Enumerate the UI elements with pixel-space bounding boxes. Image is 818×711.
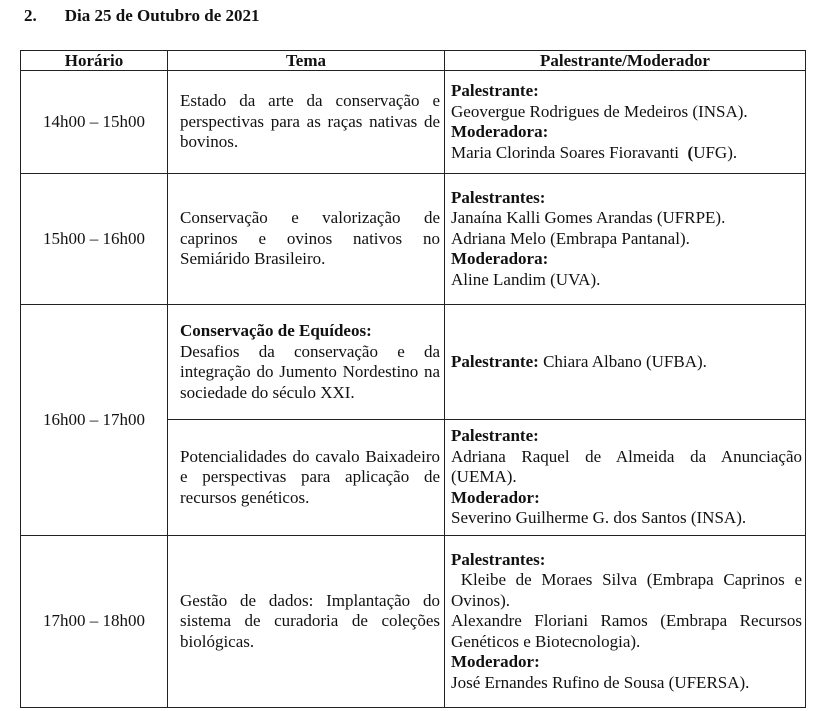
topic-cell bbox=[168, 305, 445, 420]
speaker-name bbox=[451, 570, 802, 611]
moderator-affiliation: UFG). bbox=[693, 142, 738, 162]
speaker-name: Adriana Raquel de Almeida da Anunciação (UEMA). bbox=[451, 446, 802, 487]
moderator-label: Moderador: bbox=[451, 652, 540, 672]
speaker-label: Palestrante: bbox=[451, 81, 539, 100]
moderator-name: Aline Landim (UVA). bbox=[451, 269, 601, 289]
time-cell: 17h00 – 18h00 bbox=[21, 536, 168, 708]
topic-text: Desafios da conservação e da integração do Jumento Nordestino na sociedade do século XXI. bbox=[180, 341, 440, 402]
moderator-name: Maria Clorinda Soares Fioravanti bbox=[451, 142, 680, 162]
table-row bbox=[21, 536, 806, 708]
topic-cell: Potencialidades do cavalo Baixadeiro e perspectivas para aplicação de recursos genéticos. bbox=[168, 420, 445, 536]
topic-cell: Gestão de dados: Implantação do sistema de curadoria de coleções biológicas. bbox=[168, 536, 445, 708]
speakers-cell bbox=[445, 305, 806, 420]
speakers-cell bbox=[445, 420, 806, 536]
section-heading bbox=[24, 6, 260, 26]
moderator-label: Moderadora: bbox=[451, 249, 549, 269]
speaker-label: Palestrantes: bbox=[451, 549, 546, 569]
time-cell: 15h00 – 16h00 bbox=[21, 174, 168, 305]
moderator-label: Moderador: bbox=[451, 487, 540, 507]
speakers-cell bbox=[445, 71, 806, 174]
table-row bbox=[21, 305, 806, 420]
moderator-paren: ( bbox=[687, 142, 694, 162]
moderator-name: José Ernandes Rufino de Sousa (UFERSA). bbox=[451, 672, 750, 692]
time-cell: 16h00 – 17h00 bbox=[21, 305, 168, 536]
table-header-row bbox=[21, 51, 806, 71]
moderator-label: Moderadora: bbox=[451, 122, 549, 141]
header-topic: Tema bbox=[168, 51, 445, 71]
section-number: 2. bbox=[24, 6, 37, 25]
speaker-label: Palestrantes: bbox=[451, 187, 546, 207]
table-row bbox=[21, 174, 806, 305]
moderator-line bbox=[451, 143, 802, 164]
speaker-name-text: Kleibe de Moraes Silva (Embrapa Caprinos e Ovinos). bbox=[451, 570, 802, 610]
topic-title: Conservação de Equídeos: bbox=[180, 321, 372, 340]
section-title: Dia 25 de Outubro de 2021 bbox=[64, 6, 260, 25]
table-row bbox=[21, 71, 806, 174]
topic-cell: Estado da arte da conservação e perspectivas para as raças nativas de bovinos. bbox=[168, 71, 445, 174]
time-cell: 14h00 – 15h00 bbox=[21, 71, 168, 174]
speaker-name: Janaína Kalli Gomes Arandas (UFRPE). bbox=[451, 208, 726, 228]
speaker-name: Chiara Albano (UFBA). bbox=[543, 351, 707, 371]
header-speakers: Palestrante/Moderador bbox=[445, 51, 806, 71]
speaker-name: Adriana Melo (Embrapa Pantanal). bbox=[451, 228, 690, 248]
header-time: Horário bbox=[21, 51, 168, 71]
speakers-cell bbox=[445, 536, 806, 708]
speaker-name: Geovergue Rodrigues de Medeiros (INSA). bbox=[451, 101, 748, 121]
speaker-label: Palestrante: bbox=[451, 351, 539, 371]
speaker-label: Palestrante: bbox=[451, 426, 539, 446]
moderator-name: Severino Guilherme G. dos Santos (INSA). bbox=[451, 508, 747, 528]
topic-cell: Conservação e valorização de caprinos e ovinos nativos no Semiárido Brasileiro. bbox=[168, 174, 445, 305]
speaker-name: Alexandre Floriani Ramos (Embrapa Recursos Genéticos e Biotecnologia). bbox=[451, 611, 802, 651]
schedule-table bbox=[20, 50, 806, 708]
speakers-cell bbox=[445, 174, 806, 305]
